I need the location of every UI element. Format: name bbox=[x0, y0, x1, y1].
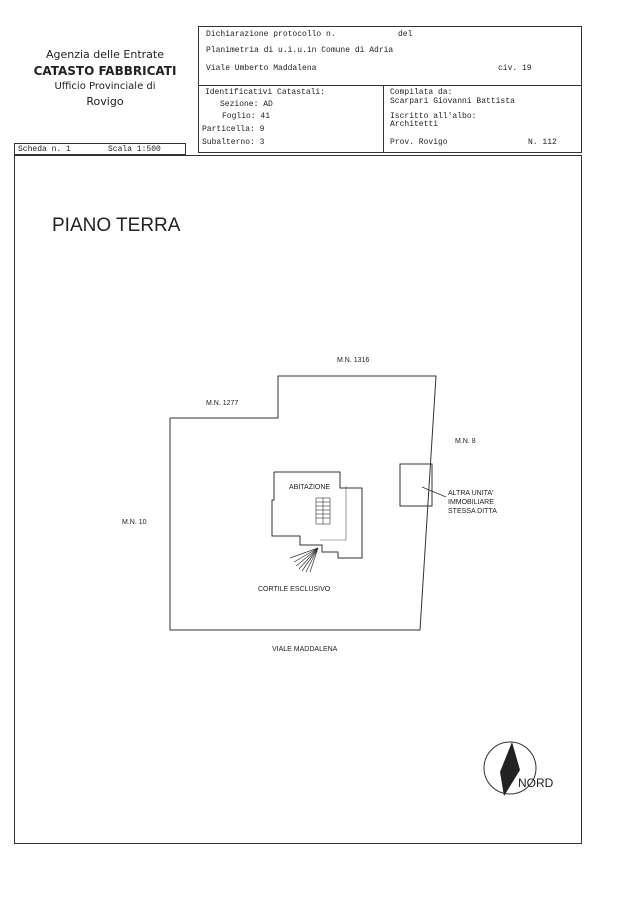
planimetria-label: Planimetria di u.i.u.in Comune di Adria bbox=[206, 46, 394, 55]
numero-value: N. 112 bbox=[528, 138, 557, 147]
scheda-label: Scheda n. 1 bbox=[18, 145, 71, 154]
del-label: del bbox=[398, 30, 413, 39]
scala-label: Scala 1:500 bbox=[108, 145, 161, 154]
viale-label: VIALE MADDALENA bbox=[272, 646, 338, 653]
albo-value: Architetti bbox=[390, 120, 439, 129]
identificativi-title: Identificativi Catastali: bbox=[205, 88, 326, 97]
foglio-value: Foglio: 41 bbox=[222, 112, 271, 121]
compilata-nome: Scarpari Giovanni Battista bbox=[390, 97, 515, 106]
subalterno-value: Subalterno: 3 bbox=[202, 138, 265, 147]
leader-line bbox=[422, 487, 446, 497]
altra-unita-label: ALTRA UNITA' bbox=[448, 490, 494, 497]
nord-label: NORD bbox=[518, 776, 554, 790]
mn-8-label: M.N. 8 bbox=[455, 438, 476, 445]
immobiliare-label: IMMOBILIARE bbox=[448, 499, 494, 506]
mn-1277-label: M.N. 1277 bbox=[206, 400, 239, 407]
dichiarazione-label: Dichiarazione protocollo n. bbox=[206, 30, 336, 39]
mn-1316-label: M.N. 1316 bbox=[337, 357, 370, 364]
other-unit bbox=[400, 464, 432, 506]
abitazione-label: ABITAZIONE bbox=[289, 484, 331, 491]
prov-value: Prov. Rovigo bbox=[390, 138, 448, 147]
stessa-ditta-label: STESSA DITTA bbox=[448, 508, 497, 515]
mn-10-label: M.N. 10 bbox=[122, 519, 147, 526]
agency-name: Agenzia delle Entrate bbox=[45, 48, 165, 61]
civico-label: civ. 19 bbox=[498, 64, 532, 73]
indirizzo-label: Viale Umberto Maddalena bbox=[206, 64, 317, 73]
steps-fan-icon bbox=[290, 548, 318, 572]
stairs-icon bbox=[316, 498, 330, 524]
cortile-label: CORTILE ESCLUSIVO bbox=[258, 586, 331, 593]
particella-value: Particella: 9 bbox=[202, 125, 265, 134]
compilata-title: Compilata da: bbox=[390, 88, 453, 97]
agency-office: Ufficio Provinciale di bbox=[54, 81, 156, 92]
house-inner bbox=[320, 486, 346, 540]
iscritto-label: Iscritto all'albo: bbox=[390, 112, 477, 121]
agency-province: Rovigo bbox=[86, 95, 124, 108]
sezione-value: Sezione: AD bbox=[220, 100, 273, 109]
floor-title: PIANO TERRA bbox=[52, 215, 181, 236]
agency-department: CATASTO FABBRICATI bbox=[33, 64, 177, 78]
